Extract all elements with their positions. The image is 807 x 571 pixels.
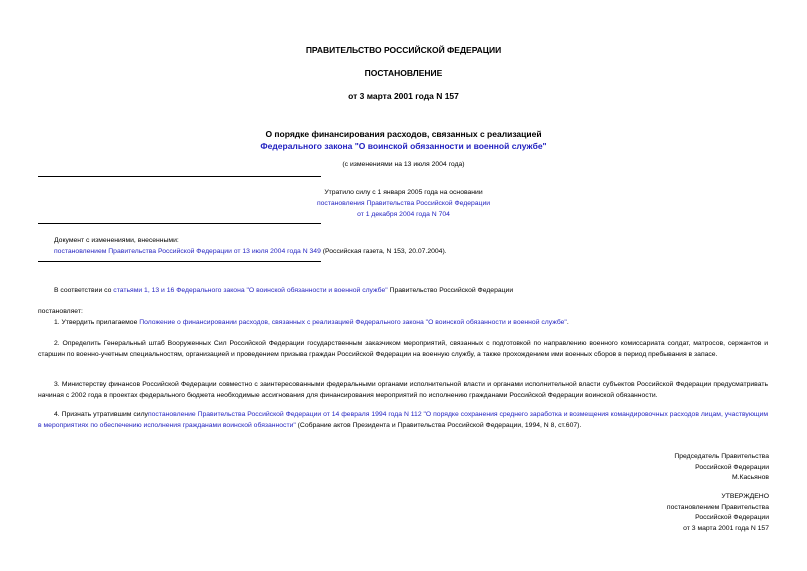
lost-force-link[interactable]: постановления Правительства Российской Федерации [316,200,491,207]
document-type: ПОСТАНОВЛЕНИЕ [364,68,443,78]
item-2: 2. Определить Генеральный штаб Вооруженных Сил Российской Федерации государственным заказчиком мероприятий, связанных с подготовкой по направлению военного комиссариата солдат, матросов, сержантов и старшин по военно-учетным специальностям, организацией и проведением призыва граждан Российской Федерации на военную службу, а также прохождением ими военных сборов в период пребывания в запасе. [38,340,768,358]
law-articles-link[interactable]: статьями 1, 13 и 16 Федерального закона "О воинской обязанности и военной службе" [113,287,388,294]
regulation-link[interactable]: Положение о финансировании расходов, связанных с реализацией Федерального закона "О воинской обязанности и военной службе" [139,319,567,326]
approved-date: от 3 марта 2001 года N 157 [683,524,769,532]
lost-force-link-date[interactable]: от 1 декабря 2004 года N 704 [357,211,450,218]
signature-title: Председатель Правительства [674,453,769,460]
item-1-prefix: 1. Утвердить прилагаемое [54,319,140,326]
item-4-prefix: 4. Признать утратившим силу [54,411,148,418]
repealed-resolution-link[interactable]: постановление Правительства Российской Федерации от 14 февраля 1994 года N 112 "О порядке сохранения среднего заработка и возмещения командировочных расходов лицам, участвующим в мероприятиях по обеспечению исполнения гражданами воинской обязанности" [38,411,768,429]
preamble-prefix: В соответствии со [54,287,114,294]
preamble [54,286,513,296]
amendments-line [54,247,447,257]
document-title-line1: О порядке финансирования расходов, связанных с реализацией [265,129,542,139]
amendments-source: (Российская газета, N 153, 20.07.2004). [320,248,447,255]
amendments-label: Документ с изменениями, внесенными: [54,237,179,244]
signature-block [674,452,769,484]
item-4 [38,410,768,431]
item-1-suffix: . [566,319,569,326]
divider [38,223,321,224]
lost-force-text: Утратило силу с 1 января 2005 года на основании [324,189,483,196]
item-4-suffix: (Собрание актов Президента и Правительства Российской Федерации, 1994, N 8, ст.607). [295,421,582,429]
document-date: от 3 марта 2001 года N 157 [348,91,459,101]
divider [38,261,321,262]
approved-by: постановлением Правительства [666,503,769,511]
changes-note: (с изменениями на 13 июля 2004 года) [342,161,465,168]
approved-label: УТВЕРЖДЕНО [721,493,769,500]
amendments-link[interactable]: постановлением Правительства Российской Федерации от 13 июля 2004 года N 349 [54,248,321,255]
approved-block [667,492,769,534]
divider [38,176,321,177]
federal-law-link[interactable]: Федерального закона "О воинской обязанности и военной службе" [260,141,547,151]
approved-country: Российской Федерации [695,514,769,522]
government-heading: ПРАВИТЕЛЬСТВО РОССИЙСКОЙ ФЕДЕРАЦИИ [305,45,502,55]
item-1 [54,318,569,328]
signature-name: М.Касьянов [731,474,769,482]
preamble-suffix: Правительство Российской Федерации [387,287,514,294]
decides-label: постановляет: [38,308,83,315]
signature-country: Российской Федерации [695,463,769,471]
item-3: 3. Министерству финансов Российской Федерации совместно с заинтересованными федеральными органами исполнительной власти и органами исполнительной власти субъектов Российской Федерации предусматривать начиная с 2002 года в проектах федерального бюджета необходимые ассигнования для финансирования мероприятий по исполнению гражданами Российской Федерации воинской обязанности. [38,381,768,399]
